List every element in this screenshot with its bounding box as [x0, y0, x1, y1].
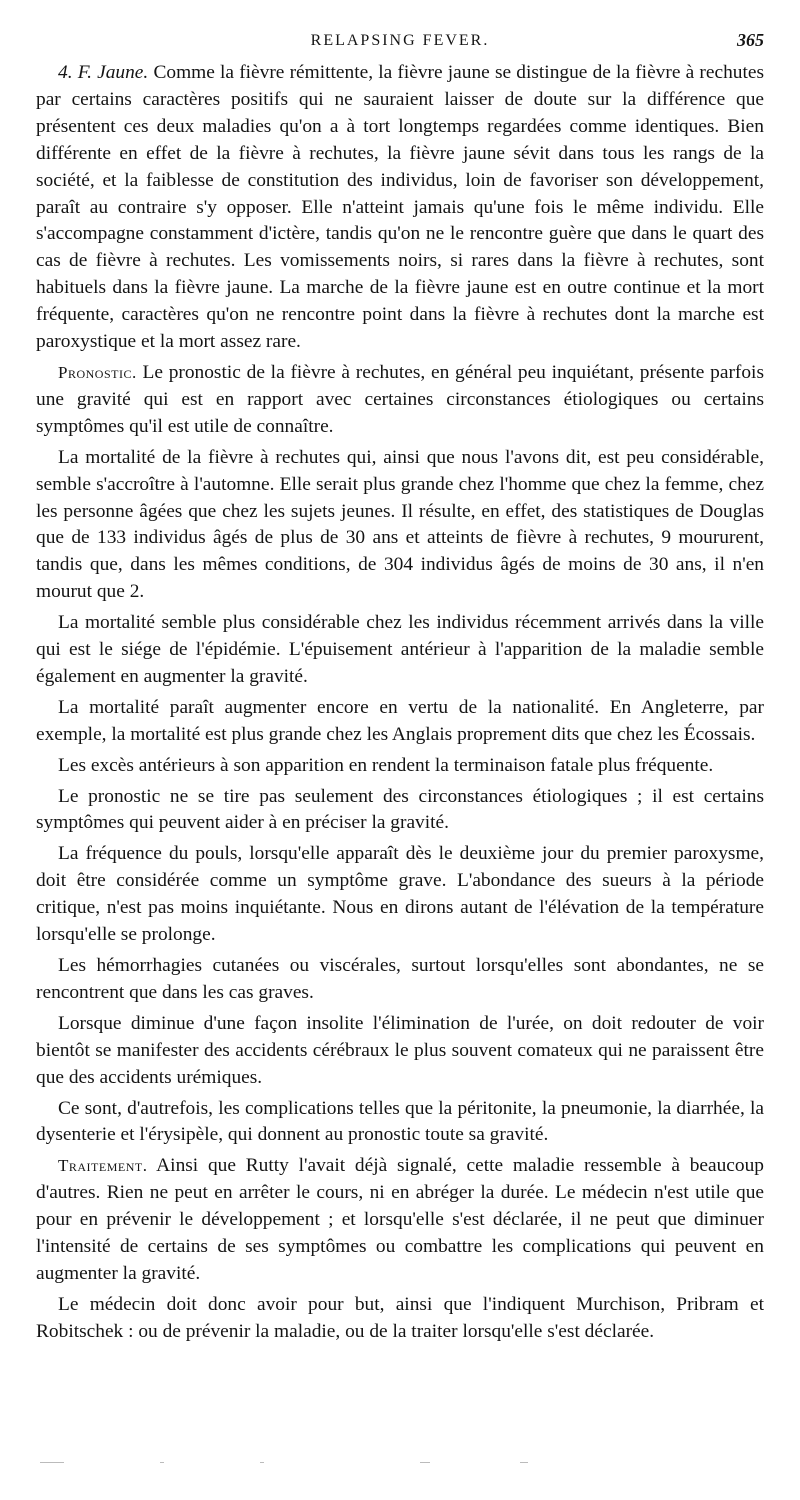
- paragraph-text: Le pronostic de la fièvre à rechutes, en général peu inquiétant, présente parfois une gravité qui est en rapport avec certaines circonstances étiologiques ou certains symptômes qu'il est utile de connaître.: [36, 361, 764, 437]
- paragraph: [36, 695, 764, 749]
- scan-mark: [40, 1462, 64, 1463]
- paragraph-text: La mortalité de la fièvre à rechutes qui, ainsi que nous l'avons dit, est peu considérable, semble s'accroître à l'automne. Elle serait plus grande chez l'homme que chez la femme, chez les personne âgées que chez les sujets jeunes. Il résulte, en effet, des statistiques de Douglas que de 133 individus âgés de plus de 30 ans et atteints de fièvre à rechutes, 9 moururent, tandis que, dans les mêmes conditions, de 304 individus âgés de moins de 30 ans, il n'en mourut que 2.: [36, 446, 764, 603]
- paragraph: [36, 445, 764, 606]
- section-lead-traitement: Traitement.: [58, 1156, 148, 1176]
- paragraph-traitement: [36, 1153, 764, 1288]
- section-lead-pronostic: Pronostic.: [58, 362, 137, 382]
- paragraph-text: Les excès antérieurs à son apparition en rendent la terminaison fatale plus fréquente.: [58, 754, 714, 776]
- page-header: [36, 28, 764, 52]
- paragraph-text: La mortalité semble plus considérable chez les individus récemment arrivés dans la ville qui est le siége de l'épidémie. L'épuisement antérieur à l'apparition de la maladie semble également en augmenter la gravité.: [36, 612, 764, 687]
- scan-mark: [160, 1462, 164, 1463]
- book-page: [36, 28, 764, 1350]
- paragraph-text: Lorsque diminue d'une façon insolite l'élimination de l'urée, on doit redouter de voir bientôt se manifester des accidents cérébraux le plus souvent comateux qui ne paraissent être que des accidents urémiques.: [36, 1012, 764, 1088]
- paragraph-pronostic: [36, 360, 764, 441]
- body-text: [36, 60, 764, 1346]
- paragraph: [36, 1096, 764, 1150]
- scan-mark: [420, 1462, 430, 1463]
- paragraph: [36, 1011, 764, 1092]
- paragraph: [36, 841, 764, 949]
- paragraph-text: Les hémorrhagies cutanées ou viscérales, surtout lorsqu'elles sont abondantes, ne se rencontrent que dans les cas graves.: [36, 955, 764, 1003]
- paragraph-fievre-jaune: [36, 60, 764, 356]
- paragraph-text: Le médecin doit donc avoir pour but, ainsi que l'indiquent Murchison, Pribram et Robitschek : ou de prévenir la maladie, ou de la traiter lorsqu'elle s'est déclarée.: [36, 1293, 764, 1342]
- paragraph: [36, 1292, 764, 1346]
- paragraph-text: Le pronostic ne se tire pas seulement des circonstances étiologiques ; il est certains symptômes qui peuvent aider à en préciser la gravité.: [36, 785, 764, 834]
- scan-mark: [260, 1462, 264, 1463]
- paragraph-text: La fréquence du pouls, lorsqu'elle apparaît dès le deuxième jour du premier paroxysme, doit être considérée comme un symptôme grave. L'abondance des sueurs à la période critique, n'est pas moins inquiétante. Nous en dirons autant de l'élévation de la température lorsqu'elle se prolonge.: [36, 843, 764, 946]
- page-number: 365: [737, 30, 764, 50]
- section-lead-fievre-jaune: 4. F. Jaune.: [58, 62, 149, 83]
- running-title: RELAPSING FEVER.: [310, 32, 490, 49]
- paragraph: [36, 610, 764, 691]
- scan-mark: [520, 1462, 528, 1463]
- scan-artifacts: [40, 1462, 600, 1468]
- paragraph: [36, 784, 764, 838]
- paragraph-text: Comme la fièvre rémittente, la fièvre jaune se distingue de la fièvre à rechutes par certains caractères positifs qui ne sauraient laisser de doute sur la différence que présentent ces deux maladies qu'on a à tort longtemps regardées comme identiques. Bien différente en effet de la fièvre à rechutes, la fièvre jaune sévit dans tous les rangs de la société, et la faiblesse de constitution des individus, loin de favoriser son développement, paraît au contraire s'y opposer. Elle n'atteint jamais qu'une fois le même individu. Elle s'accompagne constamment d'ictère, tandis qu'on ne le rencontre guère que dans le quart des cas de fièvre à rechutes. Les vomissements noirs, si rares dans la fièvre à rechutes, sont habituels dans la fièvre jaune. La marche de la fièvre jaune est en outre continue et la mort fréquente, caractères qu'on ne rencontre point dans la fièvre à rechutes dont la marche est paroxystique et la mort assez rare.: [36, 62, 764, 353]
- paragraph-text: Ainsi que Rutty l'avait déjà signalé, cette maladie ressemble à beaucoup d'autres. Rien ne peut en arrêter le cours, ni en abréger la durée. Le médecin n'est utile que pour en prévenir le développement ; et lorsqu'elle s'est déclarée, il ne peut que diminuer l'intensité de certains de ses symptômes ou combattre les complications qui peuvent en augmenter la gravité.: [36, 1155, 764, 1284]
- paragraph: [36, 753, 764, 780]
- paragraph-text: Ce sont, d'autrefois, les complications telles que la péritonite, la pneumonie, la diarrhée, la dysenterie et l'érysipèle, qui donnent au pronostic toute sa gravité.: [36, 1097, 764, 1146]
- paragraph-text: La mortalité paraît augmenter encore en vertu de la nationalité. En Angleterre, par exemple, la mortalité est plus grande chez les Anglais proprement dits que chez les Écossais.: [36, 696, 764, 745]
- paragraph: [36, 953, 764, 1007]
